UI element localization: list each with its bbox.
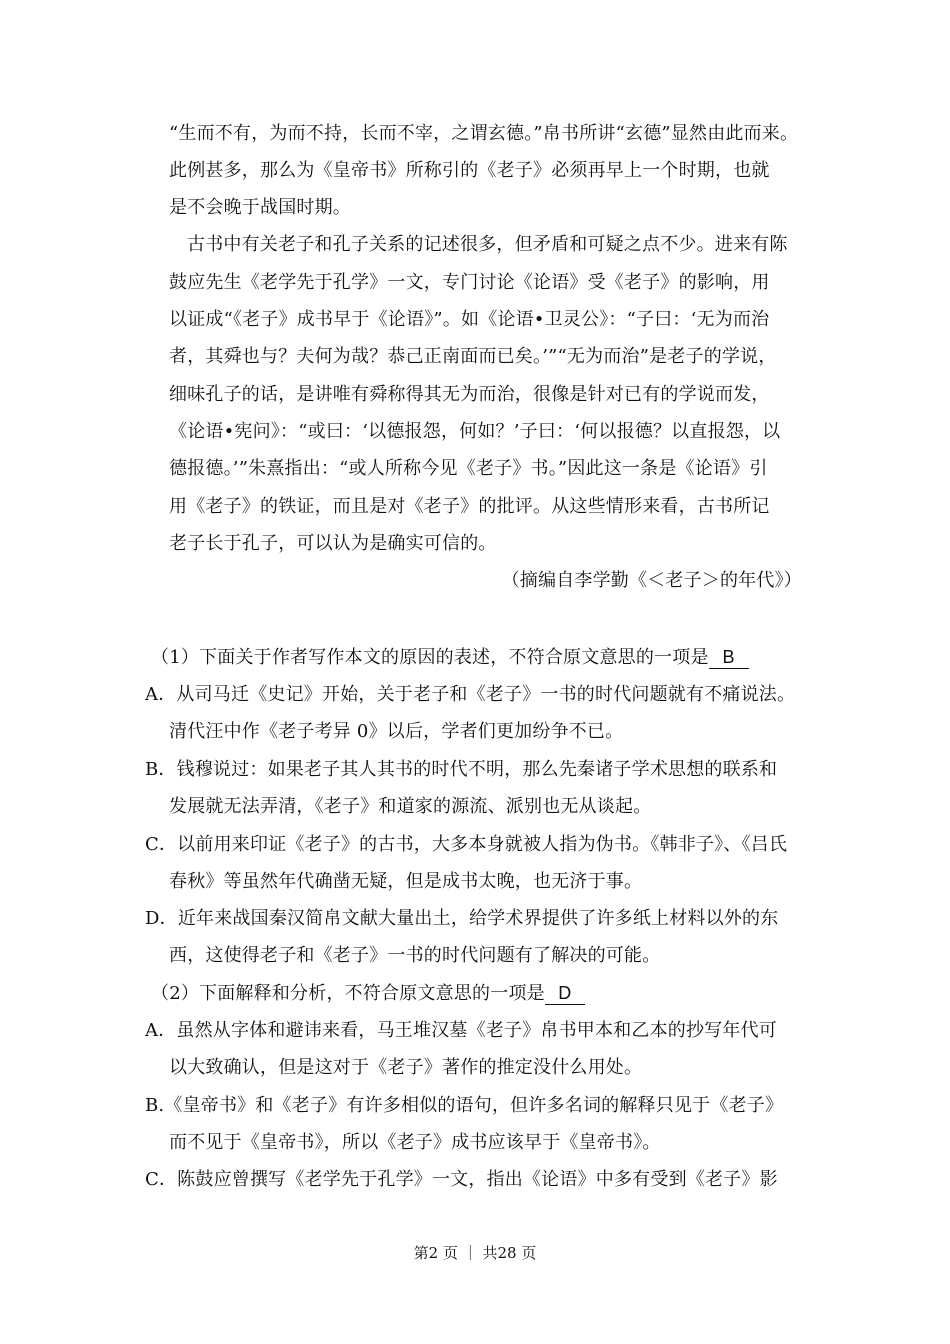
q1-option-a-cont: 清代汪中作《老子考异 0》以后，学者们更加纷争不已。 <box>169 721 624 742</box>
q1-option-b: B．钱穆说过：如果老子其人其书的时代不明，那么先秦诸子学术思想的联系和 <box>145 759 778 780</box>
question-stem-text: （1）下面关于作者写作本文的原因的表述，不符合原文意思的一项是 <box>151 647 709 668</box>
answer-blank: D <box>545 982 585 1005</box>
passage-line: 鼓应先生《老学先于孔学》一文，专门讨论《论语》受《老子》的影响，用 <box>169 272 770 293</box>
passage-line: 古书中有关老子和孔子关系的记述很多，但矛盾和可疑之点不少。进来有陈 <box>187 234 788 255</box>
passage-line: 此例甚多，那么为《皇帝书》所称引的《老子》必须再早上一个时期，也就 <box>169 160 770 181</box>
passage-line: 用《老子》的铁证，而且是对《老子》的批评。从这些情形来看，古书所记 <box>169 496 770 517</box>
q2-option-a-cont: 以大致确认，但是这对于《老子》著作的推定没什么用处。 <box>169 1057 643 1078</box>
q2-option-b: B.《皇帝书》和《老子》有许多相似的语句，但许多名词的解释只见于《老子》 <box>145 1095 784 1116</box>
source-citation: （摘编自李学勤《＜老子＞的年代》） <box>501 570 802 591</box>
answer-blank: B <box>709 646 749 669</box>
passage-line: 《论语•宪问》：“或曰：‘以德报怨，何如？’子曰：‘何以报德？以直报怨，以 <box>169 421 781 442</box>
passage-line: 是不会晚于战国时期。 <box>169 197 351 218</box>
passage-line: “生而不有，为而不持，长而不宰，之谓玄德。”帛书所讲“玄德”显然由此而来。 <box>169 123 799 144</box>
question-2-stem <box>151 981 791 1007</box>
q2-option-c: C．陈鼓应曾撰写《老学先于孔学》一文，指出《论语》中多有受到《老子》影 <box>145 1169 778 1190</box>
q1-option-c-cont: 春秋》等虽然年代确凿无疑，但是成书太晚，也无济于事。 <box>169 871 643 892</box>
q2-option-b-cont: 而不见于《皇帝书》，所以《老子》成书应该早于《皇帝书》。 <box>169 1132 661 1153</box>
passage-line: 以证成“《老子》成书早于《论语》”。如《论语•卫灵公》：“子曰：‘无为而治 <box>169 309 770 330</box>
q1-option-d-cont: 西，这使得老子和《老子》一书的时代问题有了解决的可能。 <box>169 945 661 966</box>
question-stem-text: （2）下面解释和分析，不符合原文意思的一项是 <box>151 983 545 1004</box>
passage-line: 者，其舜也与？夫何为哉？恭己正南面而已矣。’”“无为而治”是老子的学说， <box>169 346 777 367</box>
q1-option-a: A．从司马迁《史记》开始，关于老子和《老子》一书的时代问题就有不痛说法。 <box>145 684 796 705</box>
page-footer: 第2 页 ｜ 共28 页 <box>413 1244 537 1262</box>
q1-option-b-cont: 发展就无法弄清，《老子》和道家的源流、派别也无从谈起。 <box>169 796 652 817</box>
q1-option-d: D．近年来战国秦汉简帛文献大量出土，给学术界提供了许多纸上材料以外的东 <box>145 908 779 929</box>
passage-line: 老子长于孔子，可以认为是确实可信的。 <box>169 533 497 554</box>
passage-line: 德报德。’”朱熹指出：“或人所称今见《老子》书。”因此这一条是《论语》引 <box>169 458 768 479</box>
question-1-stem <box>151 645 791 671</box>
q2-option-a: A．虽然从字体和避讳来看，马王堆汉墓《老子》帛书甲本和乙本的抄写年代可 <box>145 1020 777 1041</box>
q1-option-c: C．以前用来印证《老子》的古书，大多本身就被人指为伪书。《韩非子》、《吕氏 <box>145 834 788 855</box>
passage-line: 细味孔子的话，是讲唯有舜称得其无为而治，很像是针对已有的学说而发， <box>169 384 770 405</box>
